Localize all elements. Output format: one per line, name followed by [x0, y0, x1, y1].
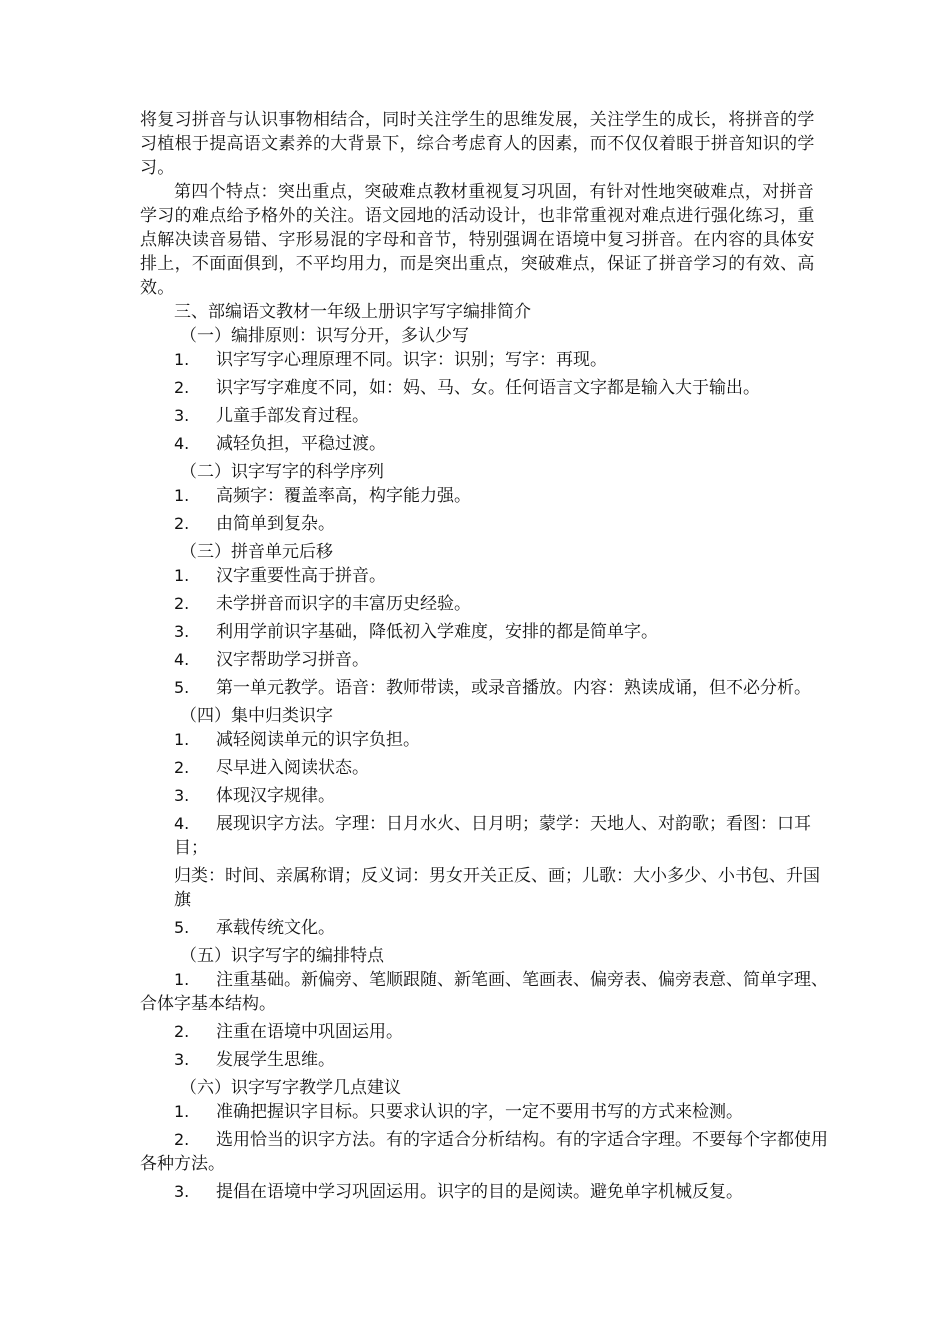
item-number: 1. [174, 566, 190, 585]
list-item [140, 404, 830, 428]
item-text: 承载传统文化。 [216, 918, 335, 938]
list-item [140, 592, 830, 616]
item-number: 2. [174, 1130, 190, 1149]
subsection-title-1: （一）编排原则：识写分开，多认少写 [180, 326, 469, 346]
item-text: 由简单到复杂。 [216, 514, 335, 534]
intro-paragraph-2: 第四个特点：突出重点，突破难点教材重视复习巩固，有针对性地突破难点，对拼音学习的难点给予格外的关注。语文园地的活动设计，也非常重视对难点进行强化练习，重点解决读音易错、字形易混的字母和音节，特别强调在语境中复习拼音。在内容的具体安排上，不面面俱到，不平均用力，而是突出重点，突破难点，保证了拼音学习的有效、高效。 [140, 182, 815, 298]
item-text: 识字写字难度不同，如：妈、马、女。任何语言文字都是输入大于输出。 [216, 378, 760, 398]
document-page [140, 108, 830, 1208]
item-number: 1. [174, 486, 190, 505]
item-number: 3. [174, 786, 190, 805]
list-item [140, 512, 830, 536]
item-number: 1. [174, 730, 190, 749]
item-text: 第一单元教学。语音：教师带读，或录音播放。内容：熟读成诵，但不必分析。 [216, 678, 811, 698]
list-item [140, 1180, 830, 1204]
item-number: 2. [174, 1022, 190, 1041]
list-item [140, 728, 830, 752]
section-title: 三、部编语文教材一年级上册识字写字编排简介 [174, 302, 531, 322]
subsection-title-5: （五）识字写字的编排特点 [180, 946, 384, 966]
item-text: 识字写字心理原理不同。识字：识别；写字：再现。 [216, 350, 607, 370]
item-text: 体现汉字规律。 [216, 786, 335, 806]
list-item [140, 484, 830, 508]
item-number: 1. [174, 350, 190, 369]
item-number: 1. [174, 1102, 190, 1121]
item-number: 4. [174, 650, 190, 669]
list-item [140, 432, 830, 456]
list-item [140, 620, 830, 644]
item-text: 展现识字方法。字理：日月水火、日月明；蒙学：天地人、对韵歌；看图：口耳目； [174, 814, 811, 858]
list-item [140, 1048, 830, 1072]
item-number: 2. [174, 378, 190, 397]
list-item [140, 756, 830, 780]
item-number: 3. [174, 1050, 190, 1069]
item-text: 汉字重要性高于拼音。 [216, 566, 386, 586]
item-text: 未学拼音而识字的丰富历史经验。 [216, 594, 471, 614]
item-number: 4. [174, 814, 190, 833]
list-item [140, 648, 830, 672]
item-text: 尽早进入阅读状态。 [216, 758, 369, 778]
list-item [140, 916, 830, 940]
list-item [140, 348, 830, 372]
list-item [140, 376, 830, 400]
subsection-title-3: （三）拼音单元后移 [180, 542, 333, 562]
item-number: 2. [174, 594, 190, 613]
list-item [140, 812, 830, 860]
subsection-title-6: （六）识字写字教学几点建议 [180, 1078, 401, 1098]
item-text: 汉字帮助学习拼音。 [216, 650, 369, 670]
item-number: 3. [174, 622, 190, 641]
item-text: 发展学生思维。 [216, 1050, 335, 1070]
item-text: 注重基础。新偏旁、笔顺跟随、新笔画、笔画表、偏旁表、偏旁表意、简单字理、合体字基本结构。 [140, 970, 828, 1014]
list-item [140, 1100, 830, 1124]
item-text: 高频字：覆盖率高，构字能力强。 [216, 486, 471, 506]
item-number: 4. [174, 434, 190, 453]
item-number: 3. [174, 406, 190, 425]
list-item [140, 1128, 830, 1176]
intro-paragraph-1: 将复习拼音与认识事物相结合，同时关注学生的思维发展，关注学生的成长，将拼音的学习植根于提高语文素养的大背景下，综合考虑育人的因素，而不仅仅着眼于拼音知识的学习。 [140, 110, 815, 178]
item-text: 减轻负担，平稳过渡。 [216, 434, 386, 454]
list-item [140, 784, 830, 808]
list-item [140, 676, 830, 700]
item-text: 选用恰当的识字方法。有的字适合分析结构。有的字适合字理。不要每个字都使用各种方法。 [140, 1130, 828, 1174]
list-item [140, 564, 830, 588]
item-number: 1. [174, 970, 190, 989]
item-text: 提倡在语境中学习巩固运用。识字的目的是阅读。避免单字机械反复。 [216, 1182, 743, 1202]
item-number: 5. [174, 918, 190, 937]
item-number: 2. [174, 514, 190, 533]
item-text: 注重在语境中巩固运用。 [216, 1022, 403, 1042]
item-text: 减轻阅读单元的识字负担。 [216, 730, 420, 750]
list-item-continuation: 归类：时间、亲属称谓；反义词：男女开关正反、画；儿歌：大小多少、小书包、升国旗 [174, 866, 820, 910]
item-number: 2. [174, 758, 190, 777]
item-text: 儿童手部发育过程。 [216, 406, 369, 426]
subsection-title-4: （四）集中归类识字 [180, 706, 333, 726]
item-text: 准确把握识字目标。只要求认识的字，一定不要用书写的方式来检测。 [216, 1102, 743, 1122]
list-item [140, 1020, 830, 1044]
subsection-title-2: （二）识字写字的科学序列 [180, 462, 384, 482]
item-number: 3. [174, 1182, 190, 1201]
list-item [140, 968, 830, 1016]
item-text: 利用学前识字基础，降低初入学难度，安排的都是简单字。 [216, 622, 658, 642]
item-number: 5. [174, 678, 190, 697]
